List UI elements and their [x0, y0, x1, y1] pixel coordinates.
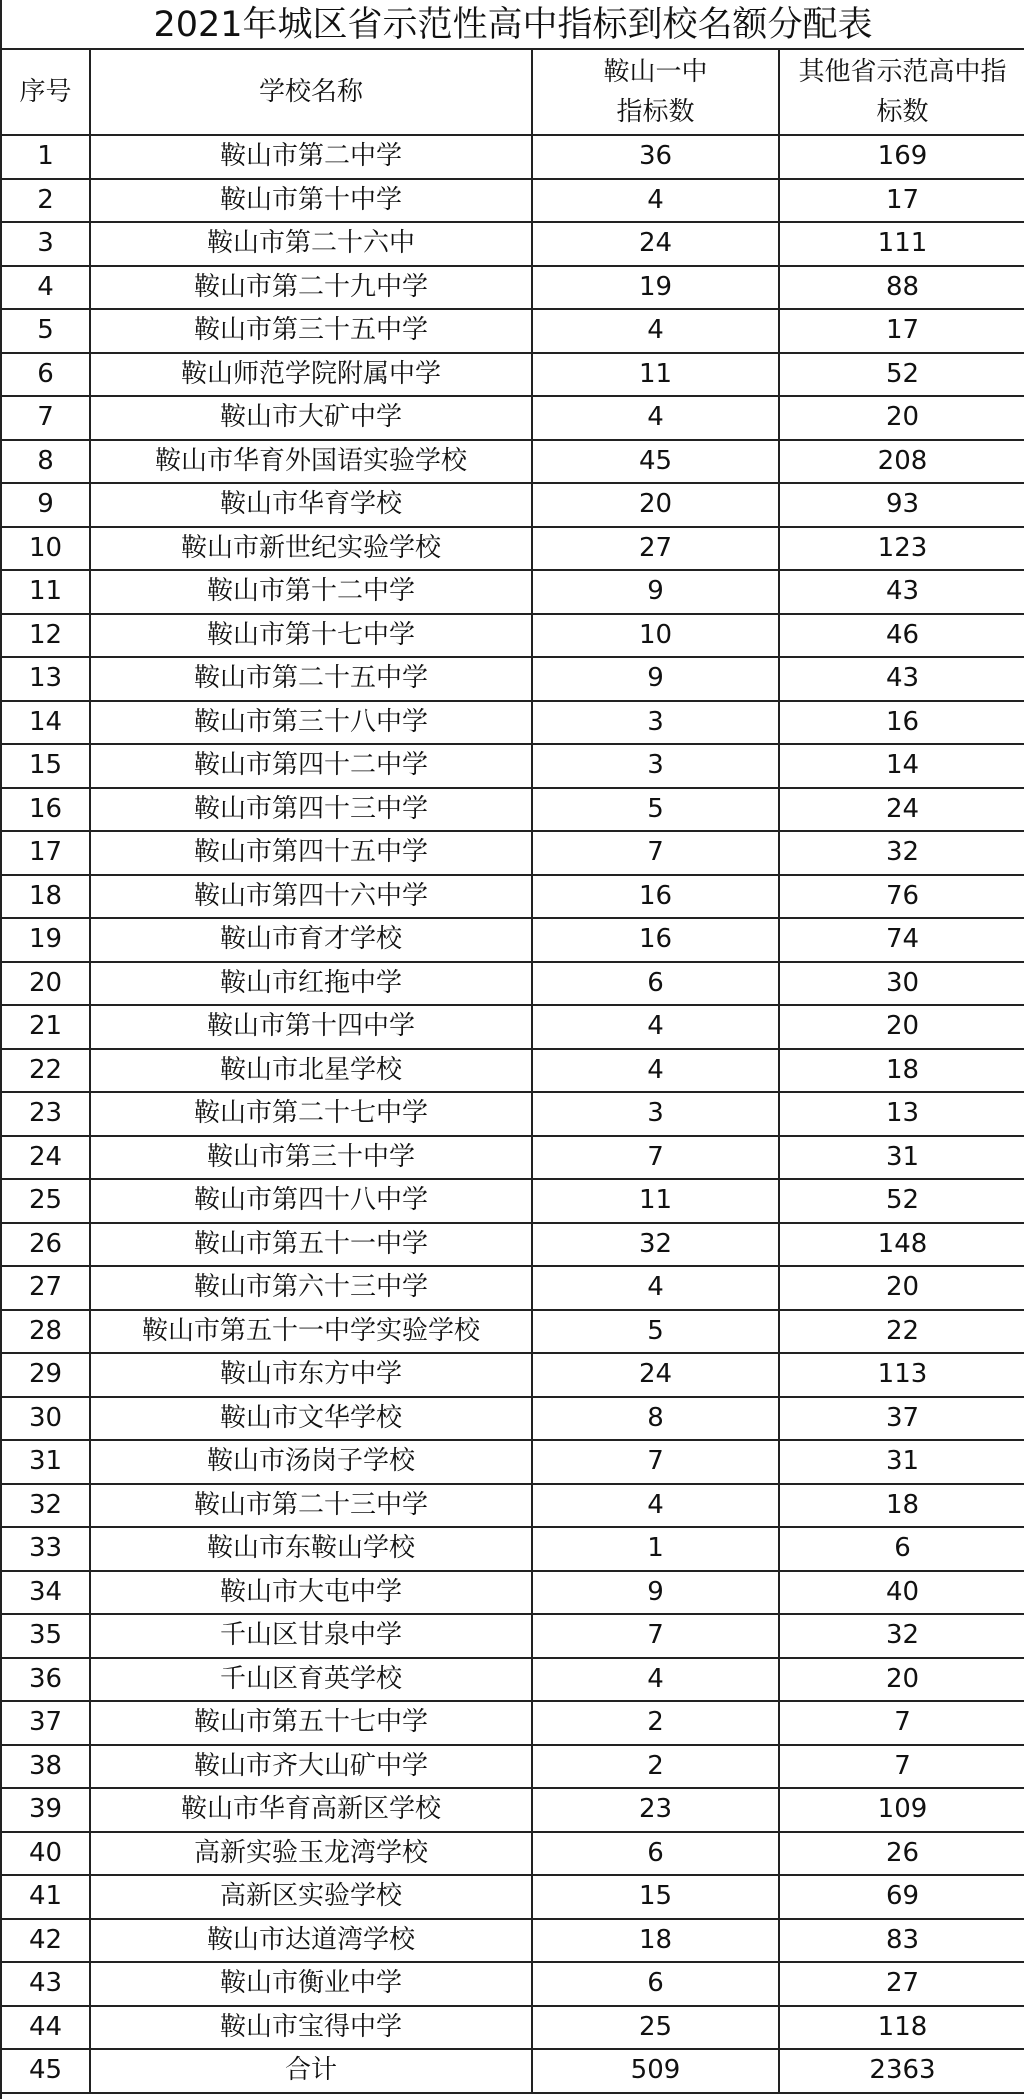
table-row	[2, 875, 1024, 919]
table-row	[2, 918, 1024, 962]
cell-other-quota: 52	[779, 353, 1024, 397]
cell-seq: 11	[2, 570, 90, 614]
cell-anshan-no1-quota: 32	[532, 1223, 779, 1267]
header-anshan-line1: 鞍山一中	[603, 57, 708, 87]
cell-school-name: 鞍山市第二十九中学	[90, 266, 532, 310]
table-row	[2, 1049, 1024, 1093]
cell-school-name: 鞍山市大矿中学	[90, 396, 532, 440]
cell-seq: 31	[2, 1440, 90, 1484]
table-row	[2, 309, 1024, 353]
cell-anshan-no1-quota: 9	[532, 1571, 779, 1615]
table-row	[2, 788, 1024, 832]
cell-seq: 24	[2, 1136, 90, 1180]
cell-school-name: 鞍山市第五十一中学	[90, 1223, 532, 1267]
cell-school-name: 鞍山市第二中学	[90, 135, 532, 179]
table-row	[2, 266, 1024, 310]
cell-other-quota: 148	[779, 1223, 1024, 1267]
cell-seq: 13	[2, 657, 90, 701]
header-school-name: 学校名称	[90, 50, 532, 135]
cell-school-name: 合计	[90, 2049, 532, 2093]
cell-other-quota: 123	[779, 527, 1024, 571]
cell-anshan-no1-quota: 36	[532, 135, 779, 179]
cell-seq: 27	[2, 1266, 90, 1310]
cell-school-name: 鞍山市华育学校	[90, 483, 532, 527]
cell-anshan-no1-quota: 24	[532, 1353, 779, 1397]
cell-school-name: 鞍山市东方中学	[90, 1353, 532, 1397]
cell-seq: 5	[2, 309, 90, 353]
table-row	[2, 1353, 1024, 1397]
table-row	[2, 1266, 1024, 1310]
cell-anshan-no1-quota: 25	[532, 2006, 779, 2050]
cell-anshan-no1-quota: 4	[532, 1005, 779, 1049]
cell-anshan-no1-quota: 6	[532, 962, 779, 1006]
cell-other-quota: 113	[779, 1353, 1024, 1397]
table-row	[2, 353, 1024, 397]
cell-other-quota: 18	[779, 1484, 1024, 1528]
cell-anshan-no1-quota: 9	[532, 570, 779, 614]
cell-seq: 33	[2, 1527, 90, 1571]
cell-other-quota: 83	[779, 1919, 1024, 1963]
table-row	[2, 1919, 1024, 1963]
header-anshan-no1-quota	[532, 50, 779, 135]
cell-school-name: 鞍山市华育高新区学校	[90, 1788, 532, 1832]
cell-other-quota: 20	[779, 1266, 1024, 1310]
cell-seq: 1	[2, 135, 90, 179]
cell-anshan-no1-quota: 3	[532, 744, 779, 788]
table-row	[2, 831, 1024, 875]
table-row	[2, 222, 1024, 266]
cell-other-quota: 32	[779, 831, 1024, 875]
cell-school-name: 鞍山市第十四中学	[90, 1005, 532, 1049]
table-row	[2, 1962, 1024, 2006]
cell-anshan-no1-quota: 16	[532, 918, 779, 962]
cell-other-quota: 14	[779, 744, 1024, 788]
cell-seq: 44	[2, 2006, 90, 2050]
cell-anshan-no1-quota: 4	[532, 179, 779, 223]
header-seq: 序号	[2, 50, 90, 135]
cell-seq: 26	[2, 1223, 90, 1267]
cell-anshan-no1-quota: 2	[532, 1701, 779, 1745]
cell-school-name: 高新区实验学校	[90, 1875, 532, 1919]
cell-anshan-no1-quota: 5	[532, 788, 779, 832]
cell-seq: 4	[2, 266, 90, 310]
cell-school-name: 鞍山市第二十三中学	[90, 1484, 532, 1528]
cell-other-quota: 76	[779, 875, 1024, 919]
table-row	[2, 1745, 1024, 1789]
cell-other-quota: 27	[779, 1962, 1024, 2006]
table-row	[2, 570, 1024, 614]
cell-other-quota: 20	[779, 1005, 1024, 1049]
cell-other-quota: 52	[779, 1179, 1024, 1223]
table-row	[2, 701, 1024, 745]
cell-anshan-no1-quota: 6	[532, 1962, 779, 2006]
cell-anshan-no1-quota: 11	[532, 353, 779, 397]
header-row	[2, 50, 1024, 135]
cell-other-quota: 43	[779, 570, 1024, 614]
cell-school-name: 鞍山市文华学校	[90, 1397, 532, 1441]
cell-school-name: 鞍山市华育外国语实验学校	[90, 440, 532, 484]
table-row	[2, 1571, 1024, 1615]
cell-anshan-no1-quota: 4	[532, 1658, 779, 1702]
cell-seq: 16	[2, 788, 90, 832]
cell-seq: 39	[2, 1788, 90, 1832]
cell-seq: 45	[2, 2049, 90, 2093]
cell-school-name: 鞍山市第三十八中学	[90, 701, 532, 745]
cell-school-name: 鞍山市第十七中学	[90, 614, 532, 658]
table-row	[2, 2049, 1024, 2093]
cell-seq: 19	[2, 918, 90, 962]
cell-seq: 18	[2, 875, 90, 919]
table-row	[2, 1832, 1024, 1876]
cell-seq: 37	[2, 1701, 90, 1745]
cell-other-quota: 118	[779, 2006, 1024, 2050]
cell-school-name: 鞍山市第十中学	[90, 179, 532, 223]
table-row	[2, 135, 1024, 179]
cell-other-quota: 169	[779, 135, 1024, 179]
cell-school-name: 鞍山市第五十一中学实验学校	[90, 1310, 532, 1354]
cell-anshan-no1-quota: 9	[532, 657, 779, 701]
cell-other-quota: 46	[779, 614, 1024, 658]
cell-seq: 40	[2, 1832, 90, 1876]
cell-anshan-no1-quota: 6	[532, 1832, 779, 1876]
cell-seq: 43	[2, 1962, 90, 2006]
cell-anshan-no1-quota: 4	[532, 309, 779, 353]
cell-anshan-no1-quota: 7	[532, 1614, 779, 1658]
cell-seq: 3	[2, 222, 90, 266]
cell-seq: 25	[2, 1179, 90, 1223]
cell-school-name: 鞍山市第十二中学	[90, 570, 532, 614]
table-row	[2, 396, 1024, 440]
table-row	[2, 614, 1024, 658]
cell-anshan-no1-quota: 19	[532, 266, 779, 310]
cell-seq: 23	[2, 1092, 90, 1136]
cell-school-name: 鞍山市第二十七中学	[90, 1092, 532, 1136]
quota-table	[2, 50, 1024, 2094]
table-row	[2, 1136, 1024, 1180]
cell-anshan-no1-quota: 16	[532, 875, 779, 919]
cell-school-name: 鞍山市育才学校	[90, 918, 532, 962]
document-title: 2021年城区省示范性高中指标到校名额分配表	[2, 0, 1024, 50]
cell-seq: 42	[2, 1919, 90, 1963]
header-anshan-line2: 指标数	[616, 97, 695, 127]
cell-seq: 36	[2, 1658, 90, 1702]
cell-school-name: 鞍山市第四十八中学	[90, 1179, 532, 1223]
cell-seq: 10	[2, 527, 90, 571]
cell-other-quota: 26	[779, 1832, 1024, 1876]
table-row	[2, 2006, 1024, 2050]
cell-other-quota: 37	[779, 1397, 1024, 1441]
header-other-line1: 其他省示范高中指	[798, 57, 1007, 87]
table-row	[2, 179, 1024, 223]
cell-school-name: 鞍山市第六十三中学	[90, 1266, 532, 1310]
cell-school-name: 鞍山市达道湾学校	[90, 1919, 532, 1963]
cell-school-name: 鞍山市大屯中学	[90, 1571, 532, 1615]
cell-seq: 15	[2, 744, 90, 788]
table-row	[2, 1310, 1024, 1354]
cell-school-name: 鞍山师范学院附属中学	[90, 353, 532, 397]
cell-other-quota: 88	[779, 266, 1024, 310]
cell-other-quota: 7	[779, 1745, 1024, 1789]
cell-other-quota: 31	[779, 1136, 1024, 1180]
table-row	[2, 1005, 1024, 1049]
cell-anshan-no1-quota: 18	[532, 1919, 779, 1963]
cell-anshan-no1-quota: 7	[532, 1440, 779, 1484]
cell-other-quota: 31	[779, 1440, 1024, 1484]
cell-anshan-no1-quota: 27	[532, 527, 779, 571]
table-row	[2, 744, 1024, 788]
table-row	[2, 483, 1024, 527]
cell-other-quota: 7	[779, 1701, 1024, 1745]
cell-anshan-no1-quota: 509	[532, 2049, 779, 2093]
cell-school-name: 鞍山市第三十五中学	[90, 309, 532, 353]
cell-school-name: 鞍山市北星学校	[90, 1049, 532, 1093]
cell-anshan-no1-quota: 4	[532, 1049, 779, 1093]
cell-seq: 8	[2, 440, 90, 484]
cell-other-quota: 13	[779, 1092, 1024, 1136]
table-row	[2, 440, 1024, 484]
cell-anshan-no1-quota: 10	[532, 614, 779, 658]
cell-anshan-no1-quota: 4	[532, 1484, 779, 1528]
cell-seq: 34	[2, 1571, 90, 1615]
cell-school-name: 鞍山市第四十五中学	[90, 831, 532, 875]
cell-other-quota: 17	[779, 179, 1024, 223]
cell-seq: 35	[2, 1614, 90, 1658]
table-row	[2, 1788, 1024, 1832]
cell-other-quota: 32	[779, 1614, 1024, 1658]
cell-anshan-no1-quota: 4	[532, 396, 779, 440]
cell-seq: 20	[2, 962, 90, 1006]
cell-school-name: 鞍山市红拖中学	[90, 962, 532, 1006]
header-other-quota	[779, 50, 1024, 135]
table-row	[2, 1658, 1024, 1702]
table-row	[2, 527, 1024, 571]
cell-anshan-no1-quota: 15	[532, 1875, 779, 1919]
cell-anshan-no1-quota: 11	[532, 1179, 779, 1223]
cell-other-quota: 69	[779, 1875, 1024, 1919]
cell-school-name: 鞍山市第二十六中	[90, 222, 532, 266]
cell-other-quota: 17	[779, 309, 1024, 353]
table-row	[2, 1223, 1024, 1267]
cell-seq: 7	[2, 396, 90, 440]
cell-other-quota: 30	[779, 962, 1024, 1006]
cell-seq: 38	[2, 1745, 90, 1789]
cell-anshan-no1-quota: 7	[532, 831, 779, 875]
cell-school-name: 鞍山市汤岗子学校	[90, 1440, 532, 1484]
cell-anshan-no1-quota: 3	[532, 701, 779, 745]
cell-other-quota: 2363	[779, 2049, 1024, 2093]
cell-seq: 32	[2, 1484, 90, 1528]
cell-school-name: 鞍山市第三十中学	[90, 1136, 532, 1180]
cell-anshan-no1-quota: 1	[532, 1527, 779, 1571]
cell-seq: 28	[2, 1310, 90, 1354]
table-row	[2, 1527, 1024, 1571]
cell-school-name: 千山区甘泉中学	[90, 1614, 532, 1658]
cell-anshan-no1-quota: 2	[532, 1745, 779, 1789]
cell-anshan-no1-quota: 5	[532, 1310, 779, 1354]
table-row	[2, 657, 1024, 701]
cell-other-quota: 208	[779, 440, 1024, 484]
cell-seq: 17	[2, 831, 90, 875]
cell-school-name: 鞍山市第四十二中学	[90, 744, 532, 788]
cell-anshan-no1-quota: 45	[532, 440, 779, 484]
cell-other-quota: 40	[779, 1571, 1024, 1615]
cell-school-name: 鞍山市齐大山矿中学	[90, 1745, 532, 1789]
cell-school-name: 千山区育英学校	[90, 1658, 532, 1702]
table-row	[2, 1092, 1024, 1136]
cell-anshan-no1-quota: 8	[532, 1397, 779, 1441]
cell-other-quota: 18	[779, 1049, 1024, 1093]
cell-other-quota: 24	[779, 788, 1024, 832]
cell-anshan-no1-quota: 23	[532, 1788, 779, 1832]
cell-school-name: 鞍山市新世纪实验学校	[90, 527, 532, 571]
cell-anshan-no1-quota: 3	[532, 1092, 779, 1136]
cell-other-quota: 6	[779, 1527, 1024, 1571]
cell-seq: 9	[2, 483, 90, 527]
cell-seq: 6	[2, 353, 90, 397]
cell-other-quota: 109	[779, 1788, 1024, 1832]
cell-anshan-no1-quota: 7	[532, 1136, 779, 1180]
cell-seq: 2	[2, 179, 90, 223]
cell-seq: 30	[2, 1397, 90, 1441]
cell-other-quota: 16	[779, 701, 1024, 745]
cell-anshan-no1-quota: 20	[532, 483, 779, 527]
cell-school-name: 鞍山市宝得中学	[90, 2006, 532, 2050]
table-body	[2, 135, 1024, 2093]
cell-other-quota: 93	[779, 483, 1024, 527]
cell-other-quota: 22	[779, 1310, 1024, 1354]
cell-seq: 21	[2, 1005, 90, 1049]
table-row	[2, 1179, 1024, 1223]
table-row	[2, 962, 1024, 1006]
cell-school-name: 鞍山市第四十六中学	[90, 875, 532, 919]
cell-seq: 29	[2, 1353, 90, 1397]
cell-school-name: 鞍山市东鞍山学校	[90, 1527, 532, 1571]
header-other-line2: 标数	[876, 97, 929, 127]
table-row	[2, 1440, 1024, 1484]
cell-seq: 14	[2, 701, 90, 745]
cell-school-name: 鞍山市第四十三中学	[90, 788, 532, 832]
table-row	[2, 1701, 1024, 1745]
cell-other-quota: 43	[779, 657, 1024, 701]
cell-other-quota: 20	[779, 396, 1024, 440]
cell-other-quota: 20	[779, 1658, 1024, 1702]
cell-other-quota: 74	[779, 918, 1024, 962]
cell-school-name: 鞍山市第五十七中学	[90, 1701, 532, 1745]
cell-school-name: 鞍山市第二十五中学	[90, 657, 532, 701]
cell-other-quota: 111	[779, 222, 1024, 266]
cell-anshan-no1-quota: 24	[532, 222, 779, 266]
table-row	[2, 1397, 1024, 1441]
cell-seq: 22	[2, 1049, 90, 1093]
table-row	[2, 1875, 1024, 1919]
cell-school-name: 鞍山市衡业中学	[90, 1962, 532, 2006]
cell-anshan-no1-quota: 4	[532, 1266, 779, 1310]
table-row	[2, 1614, 1024, 1658]
cell-seq: 41	[2, 1875, 90, 1919]
table-row	[2, 1484, 1024, 1528]
cell-seq: 12	[2, 614, 90, 658]
cell-school-name: 高新实验玉龙湾学校	[90, 1832, 532, 1876]
